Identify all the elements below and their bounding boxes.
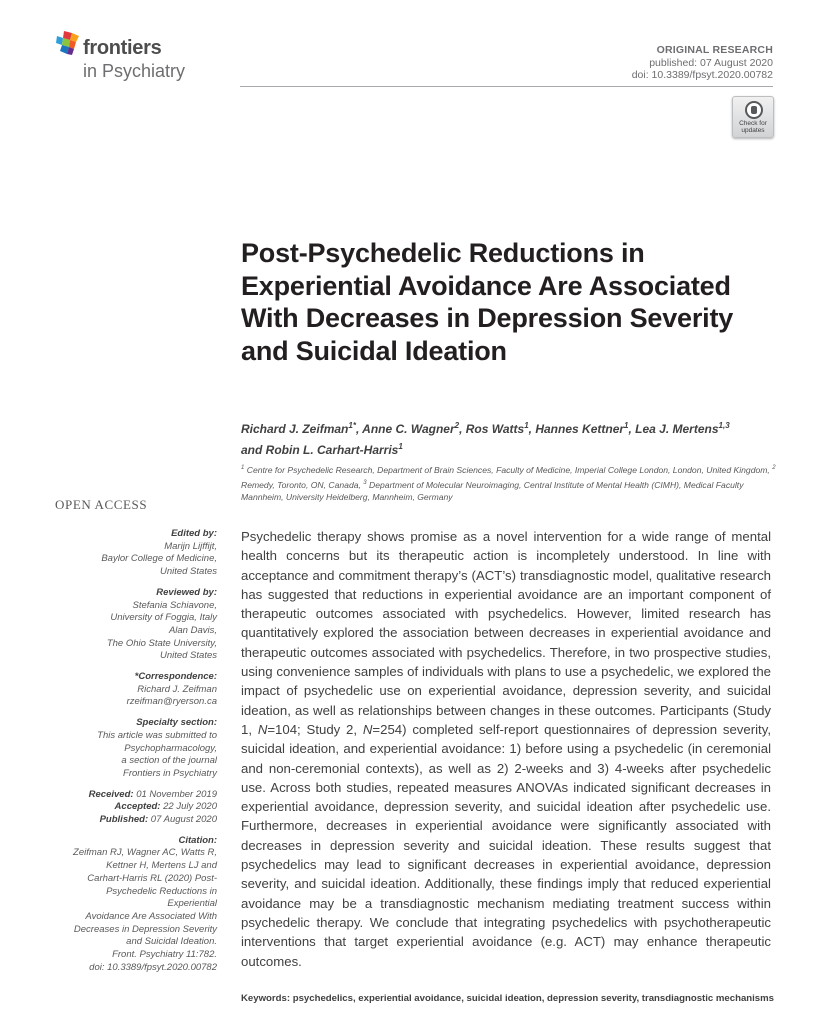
affiliation-text: Centre for Psychedelic Research, Department of Brain Sciences, Faculty of Medicine, Imperial College London, London, United Kingdom, — [246, 464, 773, 475]
author-separator: , — [459, 422, 466, 436]
specialty-line: a section of the journal — [121, 755, 217, 767]
author[interactable] — [635, 422, 730, 436]
article-doi[interactable]: doi: 10.3389/fpsyt.2020.00782 — [631, 69, 773, 81]
author[interactable] — [362, 422, 466, 436]
author-name: Hannes Kettner — [535, 422, 625, 436]
reviewed-by-section — [55, 587, 217, 663]
specialty-section — [55, 717, 217, 781]
affiliation-number: 1 — [241, 465, 245, 471]
author-separator: , — [528, 422, 536, 436]
author[interactable] — [241, 443, 403, 457]
correspondence-name: Richard J. Zeifman — [137, 683, 217, 695]
keywords — [241, 993, 781, 1005]
affiliation-text: Department of Molecular Neuroimaging, Central Institute of Mental Health (CIMH), Medical Faculty Mannheim, University Heidelberg, Mannheim, Germany — [241, 479, 744, 503]
author[interactable] — [535, 422, 635, 436]
check-updates-line: updates — [741, 127, 765, 134]
affiliations — [241, 462, 781, 504]
check-for-updates-button[interactable] — [732, 96, 774, 138]
author-affil-ref: 1 — [524, 421, 529, 430]
citation-line: and Suicidal Ideation. — [126, 936, 217, 948]
author[interactable] — [466, 422, 536, 436]
author-name: Lea J. Mertens — [635, 422, 719, 436]
edited-by-section — [55, 528, 217, 579]
reviewer-line: Alan Davis, — [168, 624, 217, 636]
affiliation-number: 2 — [772, 465, 776, 471]
article-type: ORIGINAL RESEARCH — [656, 44, 773, 56]
date-value: 07 August 2020 — [150, 814, 217, 826]
abstract-text: =104; Study 2, — [267, 721, 363, 737]
citation-line: Carhart-Harris RL (2020) Post- — [87, 872, 217, 884]
date-value: 22 July 2020 — [163, 801, 217, 813]
date-label: Accepted: — [114, 801, 161, 813]
abstract-text: Psychedelic therapy shows promise as a novel intervention for a wide range of mental health concerns but its therapeutic action is incompletely understood. In line with acceptance and commitment therapy’s (ACT’s) transdiagnostic model, qualitative research has suggested that reductions in experiential avoidance are an important component of therapeutic outcomes associated with psychedelics. However, limited research has quantitatively explored the association between decreases in experiential avoidance and therapeutic outcomes associated with psychedelics. Therefore, in two prospective studies, using convenience samples of individuals with plans to use a psychedelic, we explored the impact of psychedelic use on experiential avoidance, depression severity, and suicidal ideation, as well as relationships between changes in these outcomes. Participants (Study 1, — [241, 529, 771, 737]
specialty-label: Specialty section: — [136, 717, 217, 729]
citation-line: Kettner H, Mertens LJ and — [106, 860, 217, 872]
logo-journal-name: in Psychiatry — [83, 61, 186, 81]
correspondence-label: *Correspondence: — [134, 671, 217, 683]
check-updates-label — [733, 120, 773, 134]
reviewed-by-label: Reviewed by: — [156, 586, 217, 598]
citation-line: Decreases in Depression Severity — [73, 923, 217, 935]
date-received — [55, 789, 217, 802]
citation-doi[interactable]: doi: 10.3389/fpsyt.2020.00782 — [89, 961, 217, 973]
author[interactable] — [241, 422, 362, 436]
editor-line: Marijn Lijffijt, — [164, 540, 217, 552]
affiliation-number: 3 — [363, 479, 367, 486]
sample-size-symbol: N — [257, 721, 268, 737]
article-title: Post-Psychedelic Reductions in Experiential Avoidance Are Associated With Decreases in Depression Severity and Suicidal Ideation — [241, 238, 734, 366]
frontiers-logo-icon — [55, 30, 81, 56]
keywords-list: psychedelics, experiential avoidance, suicidal ideation, depression severity, transdiagnostic mechanisms — [292, 993, 775, 1004]
specialty-line: Frontiers in Psychiatry — [123, 767, 217, 779]
journal-logo — [55, 30, 225, 82]
date-accepted — [55, 801, 217, 814]
published-date: published: 07 August 2020 — [649, 56, 773, 69]
specialty-line: This article was submitted to — [97, 729, 217, 741]
author-affil-ref: 1 — [398, 442, 403, 451]
article-info-sidebar — [55, 528, 217, 983]
citation-section — [55, 835, 217, 975]
date-label: Received: — [88, 788, 134, 800]
author-separator: , — [628, 422, 636, 436]
logo-wordmark: frontiers — [83, 37, 162, 59]
citation-line: Psychedelic Reductions in Experiential — [106, 885, 217, 910]
author-affil-ref: 1* — [348, 421, 356, 430]
specialty-line: Psychopharmacology, — [124, 742, 217, 754]
abstract-text: =254) completed self-report questionnaires of depression severity, suicidal ideation, and experiential avoidance: 1) before using a psychedelic (in ceremonial and non-ceremonial contexts), as well as 2) 2-weeks and 3) 4-weeks after psychedelic use. Across both studies, repeated measures ANOVAs indicated significant decreases in experiential avoidance, depression severity, and suicidal ideation after psychedelic use. Furthermore, decreases in experiential avoidance were significantly associated with decreases in depression severity and suicidal ideation. These results suggest that psychedelics may lead to significant decreases in experiential avoidance, depression severity, and suicidal ideation. Additionally, these findings imply that reduced experiential avoidance may be a transdiagnostic mechanism mediating treatment success within psychedelic therapy. We conclude that integrating psychedelics with psychotherapeutic interventions that target experiential avoidance (e.g. ACT) may enhance therapeutic outcomes. — [241, 721, 771, 969]
edited-by-label: Edited by: — [171, 528, 217, 539]
abstract — [241, 527, 771, 971]
correspondence-email[interactable]: rzeifman@ryerson.ca — [126, 696, 217, 708]
editor-line: United States — [159, 566, 217, 578]
editor-line: Baylor College of Medicine, — [101, 553, 217, 565]
author-affil-ref: 2 — [454, 421, 460, 430]
reviewer-line: The Ohio State University, — [106, 637, 217, 649]
correspondence-section — [55, 671, 217, 709]
citation-line: Zeifman RJ, Wagner AC, Watts R, — [73, 847, 217, 859]
author-list — [241, 417, 781, 459]
keywords-label: Keywords: — [241, 993, 291, 1004]
author-name: Ros Watts — [465, 422, 525, 436]
article-dates — [55, 789, 217, 827]
reviewer-line: Stefania Schiavone, — [132, 599, 217, 611]
author-affil-ref: 1 — [624, 421, 629, 430]
affiliation-text: Remedy, Toronto, ON, Canada, — [241, 479, 364, 490]
check-updates-line: Check for — [739, 120, 767, 127]
author-separator: , — [355, 422, 363, 436]
citation-label: Citation: — [178, 834, 217, 846]
article-meta — [632, 44, 773, 82]
header-divider — [240, 86, 773, 87]
date-published — [55, 814, 217, 827]
reviewer-line: United States — [159, 650, 217, 662]
citation-line: Avoidance Are Associated With — [85, 910, 217, 922]
citation-line: Front. Psychiatry 11:782. — [112, 949, 217, 961]
author-name: Richard J. Zeifman — [241, 422, 349, 436]
check-updates-icon — [745, 101, 763, 119]
author-name: Anne C. Wagner — [362, 422, 455, 436]
author-name: and Robin L. Carhart-Harris — [241, 443, 399, 457]
date-label: Published: — [99, 814, 149, 826]
reviewer-line: University of Foggia, Italy — [110, 612, 217, 624]
author-affil-ref: 1,3 — [718, 421, 730, 430]
sample-size-symbol: N — [362, 721, 373, 737]
date-value: 01 November 2019 — [136, 788, 217, 800]
open-access-label: OPEN ACCESS — [55, 497, 148, 512]
